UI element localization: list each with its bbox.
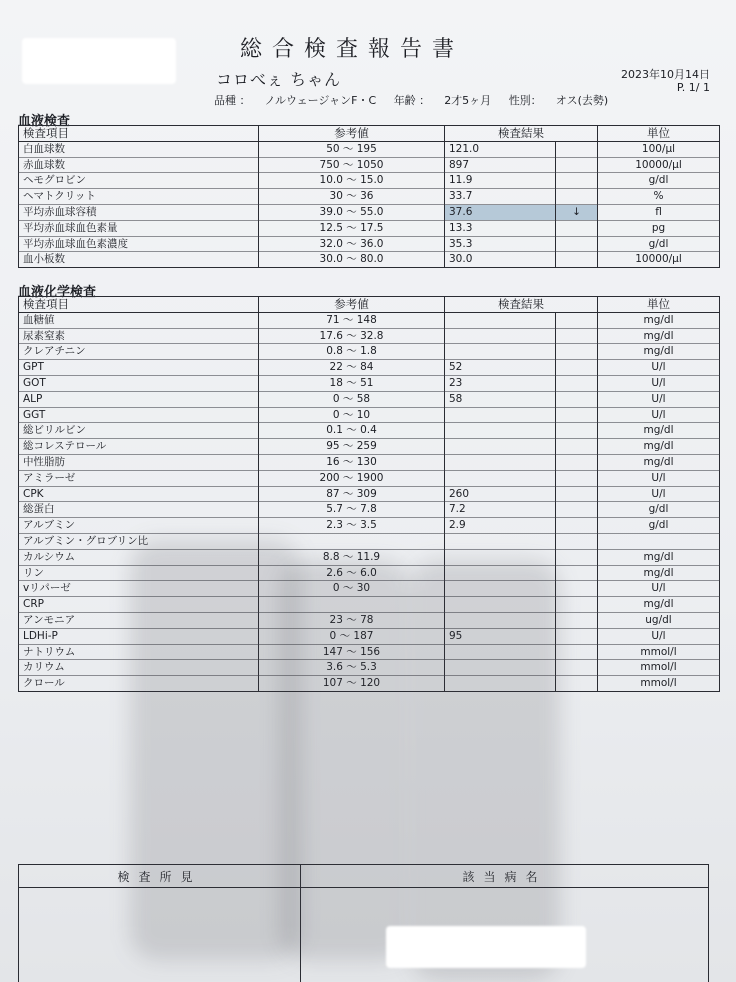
result-value xyxy=(445,407,556,423)
item-name: アンモニア xyxy=(19,612,259,628)
table-row xyxy=(19,360,720,376)
unit: 10000/μl xyxy=(598,252,720,268)
unit: U/l xyxy=(598,407,720,423)
table-row xyxy=(19,502,720,518)
reference-range: 18 ～ 51 xyxy=(259,375,445,391)
hematology-title: 血液検査 xyxy=(18,114,71,129)
unit: g/dl xyxy=(598,518,720,534)
result-flag xyxy=(556,660,598,676)
unit: U/l xyxy=(598,628,720,644)
breed-label: 品種 ： xyxy=(214,94,251,107)
col-result: 検査結果 xyxy=(445,126,598,142)
age-value: 2才5ヶ月 xyxy=(444,94,492,107)
item-name: 総ビリルビン xyxy=(19,423,259,439)
result-flag xyxy=(556,518,598,534)
page-number: P. 1/ 1 xyxy=(676,81,710,94)
item-name: 白血球数 xyxy=(19,141,259,157)
table-row xyxy=(19,423,720,439)
result-value xyxy=(445,423,556,439)
table-row xyxy=(19,533,720,549)
result-value xyxy=(445,533,556,549)
result-flag xyxy=(556,189,598,205)
chemistry-header-row xyxy=(19,297,720,313)
result-value: 30.0 xyxy=(445,252,556,268)
result-flag xyxy=(556,236,598,252)
result-flag xyxy=(556,565,598,581)
result-value: 2.9 xyxy=(445,518,556,534)
item-name: 総コレステロール xyxy=(19,439,259,455)
table-row xyxy=(19,157,720,173)
result-flag xyxy=(556,220,598,236)
table-row xyxy=(19,391,720,407)
patient-name: コロべぇ ちゃん xyxy=(216,70,342,89)
item-name: クロール xyxy=(19,676,259,692)
item-name: アミラーゼ xyxy=(19,470,259,486)
result-value: 7.2 xyxy=(445,502,556,518)
sex-value: オス(去勢) xyxy=(555,94,609,107)
result-flag xyxy=(556,533,598,549)
table-row xyxy=(19,470,720,486)
item-name: カルシウム xyxy=(19,549,259,565)
table-row xyxy=(19,173,720,189)
unit: g/dl xyxy=(598,173,720,189)
result-flag xyxy=(556,628,598,644)
result-flag xyxy=(556,173,598,189)
item-name: GGT xyxy=(19,407,259,423)
hand-shadow xyxy=(280,560,410,960)
result-flag xyxy=(556,360,598,376)
reference-range: 3.6 ～ 5.3 xyxy=(259,660,445,676)
item-name: ヘモグロビン xyxy=(19,173,259,189)
result-value: 11.9 xyxy=(445,173,556,189)
age-label: 年齢 ： xyxy=(393,94,431,107)
unit: mg/dl xyxy=(598,439,720,455)
table-row xyxy=(19,454,720,470)
result-flag xyxy=(556,312,598,328)
table-row xyxy=(19,344,720,360)
reference-range: 87 ～ 309 xyxy=(259,486,445,502)
table-row xyxy=(19,204,720,220)
item-name: GOT xyxy=(19,375,259,391)
unit: mg/dl xyxy=(598,328,720,344)
unit: U/l xyxy=(598,375,720,391)
result-value xyxy=(445,312,556,328)
result-flag xyxy=(556,581,598,597)
table-row xyxy=(19,439,720,455)
unit: U/l xyxy=(598,360,720,376)
result-flag xyxy=(556,423,598,439)
unit: mg/dl xyxy=(598,344,720,360)
result-value xyxy=(445,470,556,486)
unit: g/dl xyxy=(598,502,720,518)
result-flag xyxy=(556,644,598,660)
reference-range: 0 ～ 10 xyxy=(259,407,445,423)
reference-range: 95 ～ 259 xyxy=(259,439,445,455)
diagnosis-header: 該当病名 xyxy=(301,865,709,888)
reference-range: 16 ～ 130 xyxy=(259,454,445,470)
item-name: アルブミン xyxy=(19,518,259,534)
col-reference: 参考値 xyxy=(259,297,445,313)
result-flag: ↓ xyxy=(556,204,598,220)
item-name: クレアチニン xyxy=(19,344,259,360)
reference-range: 2.3 ～ 3.5 xyxy=(259,518,445,534)
reference-range: 23 ～ 78 xyxy=(259,612,445,628)
unit: mg/dl xyxy=(598,312,720,328)
hand-shadow xyxy=(130,540,300,960)
col-item: 検査項目 xyxy=(19,126,259,142)
table-row xyxy=(19,189,720,205)
reference-range: 39.0 ～ 55.0 xyxy=(259,204,445,220)
result-flag xyxy=(556,141,598,157)
table-row xyxy=(19,486,720,502)
result-value: 33.7 xyxy=(445,189,556,205)
item-name: 血小板数 xyxy=(19,252,259,268)
table-row xyxy=(19,312,720,328)
reference-range: 200 ～ 1900 xyxy=(259,470,445,486)
result-value: 121.0 xyxy=(445,141,556,157)
result-flag xyxy=(556,470,598,486)
hand-shadow xyxy=(410,560,560,980)
unit: mmol/l xyxy=(598,676,720,692)
col-item: 検査項目 xyxy=(19,297,259,313)
result-flag xyxy=(556,252,598,268)
result-value: 58 xyxy=(445,391,556,407)
unit: mg/dl xyxy=(598,565,720,581)
item-name: ALP xyxy=(19,391,259,407)
result-flag xyxy=(556,407,598,423)
result-value xyxy=(445,454,556,470)
col-result: 検査結果 xyxy=(445,297,598,313)
result-flag xyxy=(556,486,598,502)
reference-range: 50 ～ 195 xyxy=(259,141,445,157)
result-flag xyxy=(556,375,598,391)
unit: 100/μl xyxy=(598,141,720,157)
hematology-header-row xyxy=(19,126,720,142)
item-name: GPT xyxy=(19,360,259,376)
unit: U/l xyxy=(598,391,720,407)
result-value xyxy=(445,328,556,344)
result-value: 37.6 xyxy=(445,204,556,220)
item-name: 血糖値 xyxy=(19,312,259,328)
reference-range: 8.8 ～ 11.9 xyxy=(259,549,445,565)
item-name: リン xyxy=(19,565,259,581)
unit: mg/dl xyxy=(598,454,720,470)
item-name: vリパーゼ xyxy=(19,581,259,597)
unit: mmol/l xyxy=(598,660,720,676)
reference-range: 30 ～ 36 xyxy=(259,189,445,205)
result-value: 52 xyxy=(445,360,556,376)
result-flag xyxy=(556,439,598,455)
reference-range: 0 ～ 58 xyxy=(259,391,445,407)
table-row xyxy=(19,375,720,391)
reference-range: 2.6 ～ 6.0 xyxy=(259,565,445,581)
result-flag xyxy=(556,597,598,613)
reference-range: 0 ～ 187 xyxy=(259,628,445,644)
unit: % xyxy=(598,189,720,205)
reference-range: 750 ～ 1050 xyxy=(259,157,445,173)
chemistry-title: 血液化学検査 xyxy=(18,285,97,300)
result-value: 95 xyxy=(445,628,556,644)
unit: mmol/l xyxy=(598,644,720,660)
item-name: 赤血球数 xyxy=(19,157,259,173)
patient-meta xyxy=(214,92,622,108)
result-value xyxy=(445,344,556,360)
reference-range: 32.0 ～ 36.0 xyxy=(259,236,445,252)
item-name: LDHi-P xyxy=(19,628,259,644)
result-flag xyxy=(556,549,598,565)
unit: mg/dl xyxy=(598,549,720,565)
table-row xyxy=(19,407,720,423)
reference-range: 0.1 ～ 0.4 xyxy=(259,423,445,439)
redacted-clinic-info xyxy=(22,38,176,84)
reference-range: 10.0 ～ 15.0 xyxy=(259,173,445,189)
item-name: CPK xyxy=(19,486,259,502)
redacted-signature xyxy=(386,926,586,968)
unit: U/l xyxy=(598,486,720,502)
result-value: 23 xyxy=(445,375,556,391)
result-value: 35.3 xyxy=(445,236,556,252)
unit: mg/dl xyxy=(598,423,720,439)
col-unit: 単位 xyxy=(598,297,720,313)
reference-range: 22 ～ 84 xyxy=(259,360,445,376)
result-flag xyxy=(556,391,598,407)
item-name: アルブミン・グロブリン比 xyxy=(19,533,259,549)
item-name: ヘマトクリット xyxy=(19,189,259,205)
sex-label: 性別： xyxy=(508,94,542,107)
reference-range: 107 ～ 120 xyxy=(259,676,445,692)
unit: fl xyxy=(598,204,720,220)
result-flag xyxy=(556,157,598,173)
result-flag xyxy=(556,676,598,692)
item-name: 総蛋白 xyxy=(19,502,259,518)
unit: U/l xyxy=(598,470,720,486)
col-unit: 単位 xyxy=(598,126,720,142)
report-title: 総合検査報告書 xyxy=(240,37,465,62)
breed-value: ノルウェージャンF・C xyxy=(264,94,377,107)
table-row xyxy=(19,220,720,236)
table-row xyxy=(19,141,720,157)
table-row xyxy=(19,236,720,252)
unit: ug/dl xyxy=(598,612,720,628)
reference-range: 17.6 ～ 32.8 xyxy=(259,328,445,344)
result-flag xyxy=(556,344,598,360)
result-value: 13.3 xyxy=(445,220,556,236)
report-date: 2023年10月14日 xyxy=(621,68,710,81)
item-name: 平均赤血球容積 xyxy=(19,204,259,220)
item-name: 中性脂肪 xyxy=(19,454,259,470)
findings-header: 検査所見 xyxy=(19,865,301,888)
reference-range: 0 ～ 30 xyxy=(259,581,445,597)
result-flag xyxy=(556,612,598,628)
unit: 10000/μl xyxy=(598,157,720,173)
reference-range: 71 ～ 148 xyxy=(259,312,445,328)
unit: pg xyxy=(598,220,720,236)
item-name: 平均赤血球血色素濃度 xyxy=(19,236,259,252)
reference-range: 147 ～ 156 xyxy=(259,644,445,660)
result-value: 897 xyxy=(445,157,556,173)
result-value xyxy=(445,439,556,455)
unit: U/l xyxy=(598,581,720,597)
col-reference: 参考値 xyxy=(259,126,445,142)
result-value: 260 xyxy=(445,486,556,502)
item-name: カリウム xyxy=(19,660,259,676)
reference-range: 5.7 ～ 7.8 xyxy=(259,502,445,518)
table-row xyxy=(19,328,720,344)
item-name: 尿素窒素 xyxy=(19,328,259,344)
result-flag xyxy=(556,502,598,518)
unit xyxy=(598,533,720,549)
result-flag xyxy=(556,328,598,344)
reference-range: 12.5 ～ 17.5 xyxy=(259,220,445,236)
item-name: ナトリウム xyxy=(19,644,259,660)
hematology-table xyxy=(18,125,720,268)
unit: g/dl xyxy=(598,236,720,252)
table-row xyxy=(19,252,720,268)
reference-range: 30.0 ～ 80.0 xyxy=(259,252,445,268)
table-row xyxy=(19,518,720,534)
reference-range: 0.8 ～ 1.8 xyxy=(259,344,445,360)
item-name: CRP xyxy=(19,597,259,613)
result-flag xyxy=(556,454,598,470)
unit: mg/dl xyxy=(598,597,720,613)
item-name: 平均赤血球血色素量 xyxy=(19,220,259,236)
